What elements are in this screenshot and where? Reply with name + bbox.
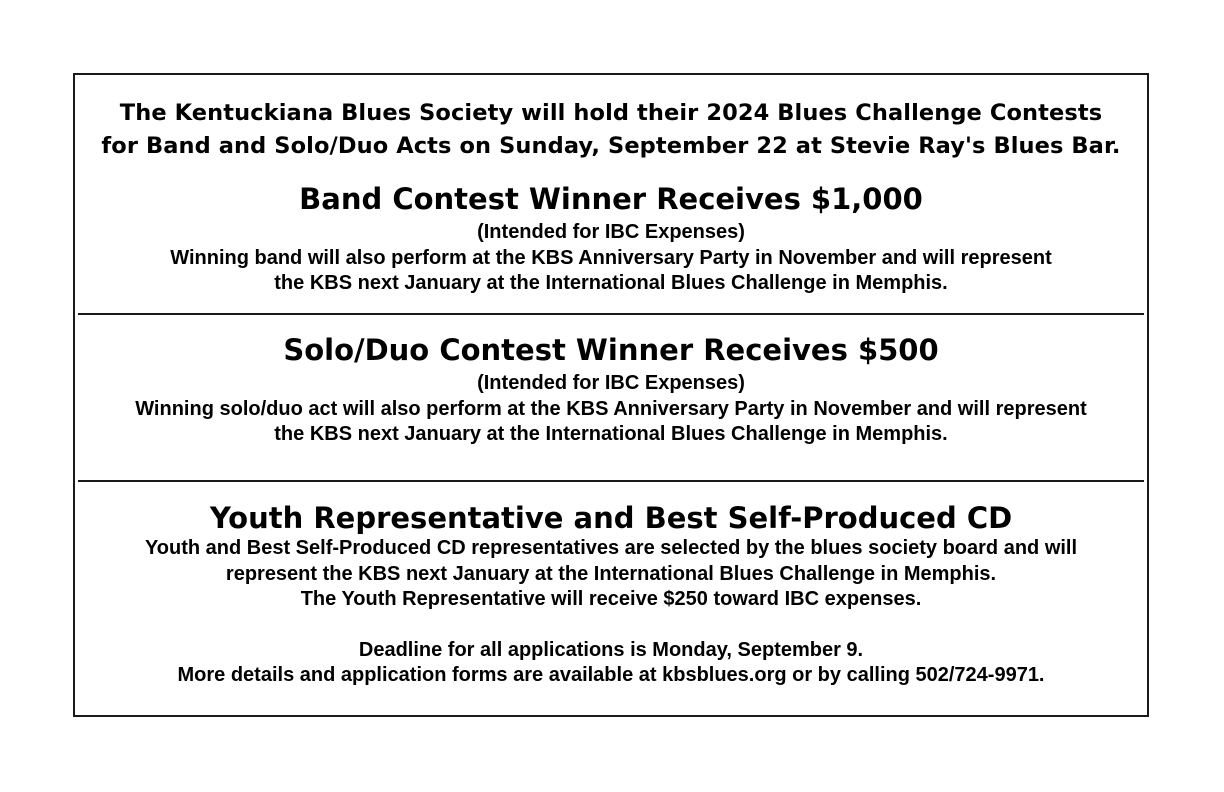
youth-cd-line-3: The Youth Representative will receive $250 toward IBC expenses. <box>300 588 922 610</box>
band-contest-section <box>75 181 1147 297</box>
band-contest-line-1: Winning band will also perform at the KBS Anniversary Party in November and will represent <box>170 246 1052 269</box>
solo-duo-contest-section <box>75 332 1147 448</box>
section-divider <box>78 480 1144 482</box>
intro-line-1: The Kentuckiana Blues Society will hold their 2024 Blues Challenge Contests <box>119 100 1103 126</box>
deadline-text: Deadline for all applications is Monday, September 9. <box>358 638 864 661</box>
solo-duo-contest-note: (Intended for IBC Expenses) <box>477 372 745 394</box>
section-divider <box>78 313 1144 315</box>
youth-cd-heading: Youth Representative and Best Self-Produced CD <box>209 501 1013 535</box>
youth-cd-line-1: Youth and Best Self-Produced CD representatives are selected by the blues society board and will <box>144 537 1078 559</box>
spacer <box>75 613 1147 638</box>
youth-cd-line-2: represent the KBS next January at the International Blues Challenge in Memphis. <box>225 562 997 585</box>
solo-duo-contest-heading: Solo/Duo Contest Winner Receives $500 <box>283 333 939 367</box>
band-contest-note: (Intended for IBC Expenses) <box>477 221 745 243</box>
band-contest-heading: Band Contest Winner Receives $1,000 <box>299 182 923 216</box>
flyer-frame <box>73 73 1149 717</box>
solo-duo-contest-line-2: the KBS next January at the International Blues Challenge in Memphis. <box>274 423 948 445</box>
intro-text <box>75 97 1147 163</box>
youth-cd-section <box>75 500 1147 689</box>
solo-duo-contest-line-1: Winning solo/duo act will also perform at the KBS Anniversary Party in November and will represent <box>135 397 1087 420</box>
contact-details-text: More details and application forms are available at kbsblues.org or by calling 502/724-9971. <box>177 664 1045 686</box>
band-contest-line-2: the KBS next January at the International Blues Challenge in Memphis. <box>274 272 948 294</box>
intro-line-2: for Band and Solo/Duo Acts on Sunday, September 22 at Stevie Ray's Blues Bar. <box>101 133 1121 159</box>
